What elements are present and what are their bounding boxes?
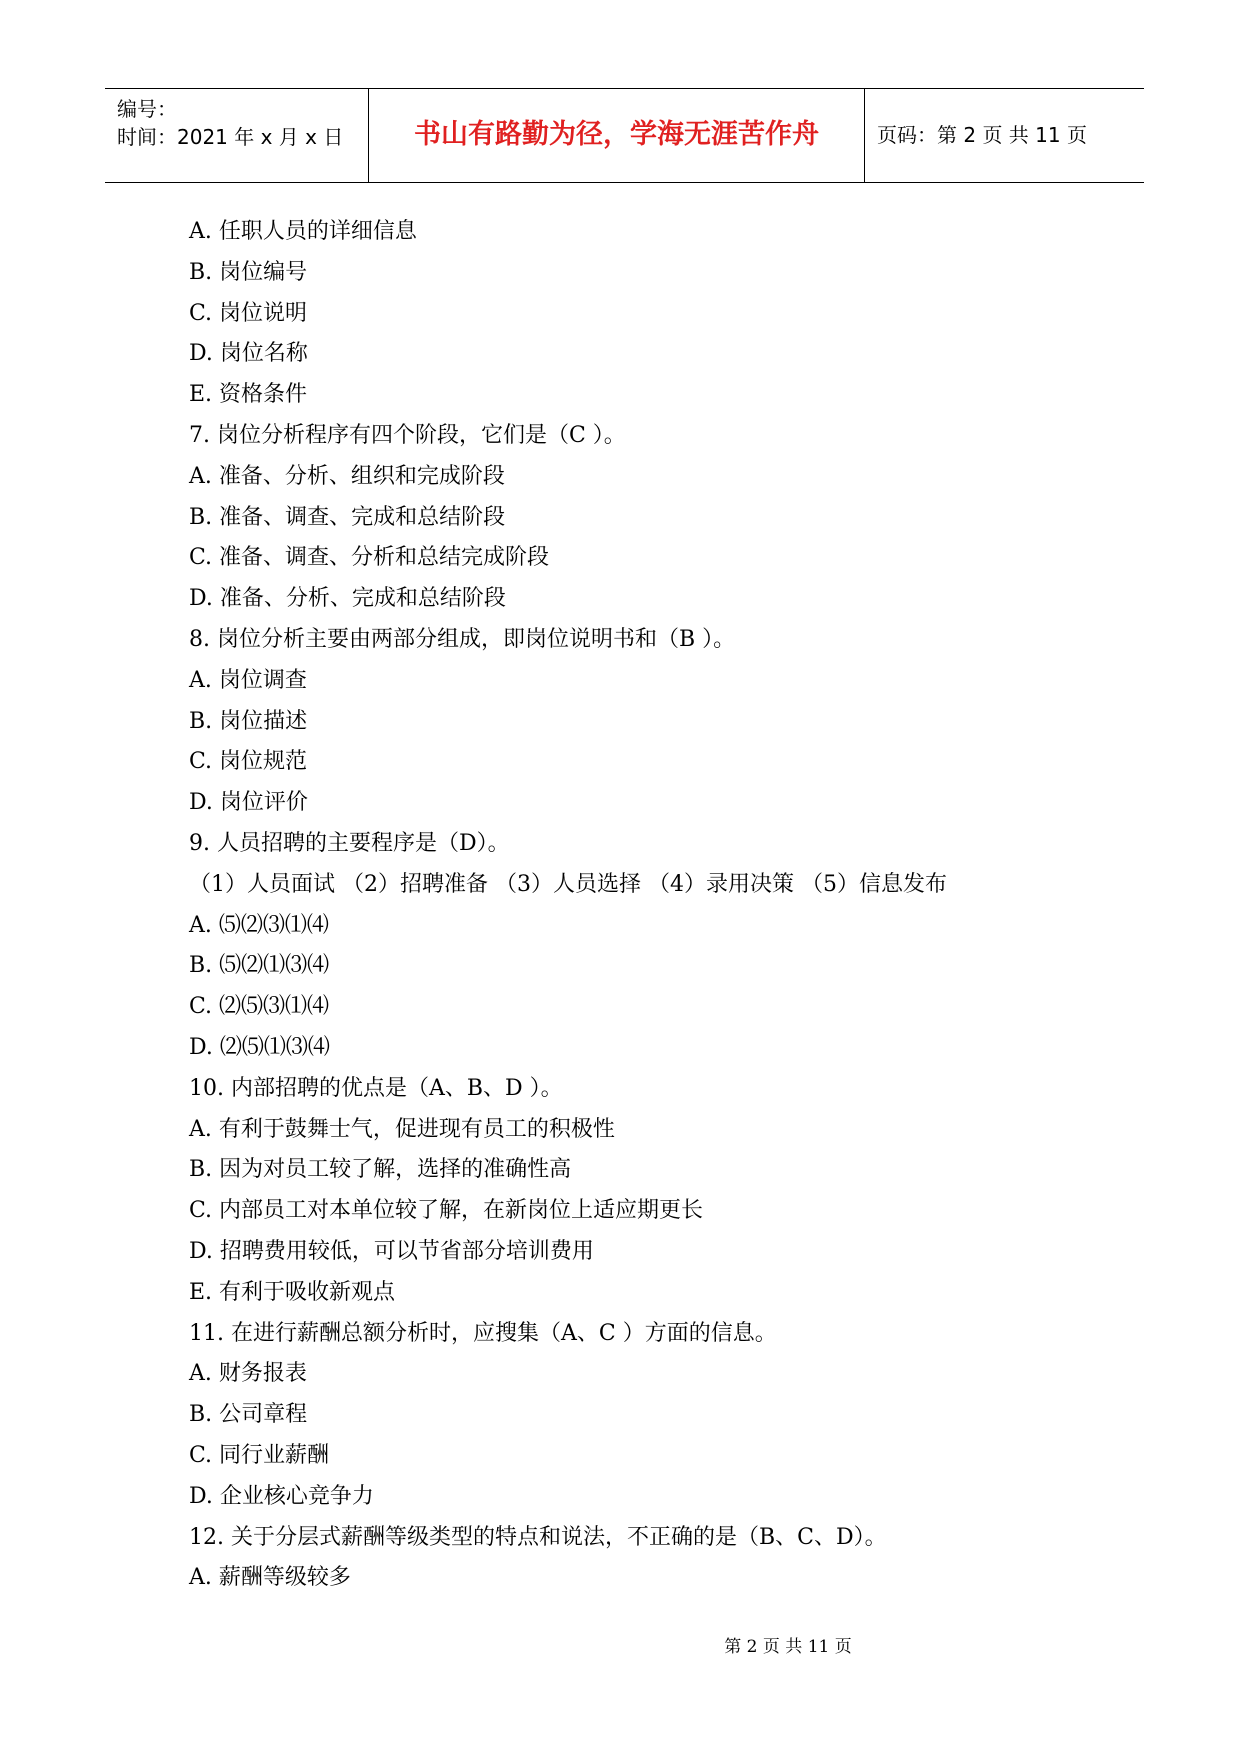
text-line: A. 有利于鼓舞士气，促进现有员工的积极性 bbox=[189, 1116, 615, 1142]
text-line: B. 公司章程 bbox=[189, 1402, 308, 1428]
text-line: C. 同行业薪酬 bbox=[189, 1442, 330, 1468]
text-line: B. 岗位编号 bbox=[189, 259, 308, 285]
text-line: D. 岗位名称 bbox=[189, 341, 308, 367]
text-line: A. 岗位调查 bbox=[189, 667, 307, 693]
text-line: B. ⑸⑵⑴⑶⑷ bbox=[189, 953, 330, 979]
header-meta bbox=[105, 89, 369, 182]
text-line: A. 任职人员的详细信息 bbox=[189, 219, 417, 244]
text-line: 7. 岗位分析程序有四个阶段，它们是（C ）。 bbox=[189, 422, 626, 448]
text-line: 9. 人员招聘的主要程序是（D）。 bbox=[189, 830, 510, 856]
text-line: C. ⑵⑸⑶⑴⑷ bbox=[189, 994, 330, 1020]
text-line: B. 因为对员工较了解，选择的准确性高 bbox=[189, 1157, 572, 1183]
text-line: A. 薪酬等级较多 bbox=[189, 1565, 351, 1591]
header-page-number: 页码：第 2 页 共 11 页 bbox=[877, 123, 1087, 147]
text-line: A. ⑸⑵⑶⑴⑷ bbox=[189, 912, 329, 938]
text-line: D. 招聘费用较低，可以节省部分培训费用 bbox=[189, 1238, 594, 1264]
text-line: 11. 在进行薪酬总额分析时，应搜集（A、C ）方面的信息。 bbox=[189, 1320, 777, 1346]
text-line: 10. 内部招聘的优点是（A、B、D ）。 bbox=[189, 1075, 563, 1101]
text-line: E. 有利于吸收新观点 bbox=[189, 1279, 396, 1305]
document-body bbox=[189, 212, 1089, 1599]
text-line: A. 准备、分析、组织和完成阶段 bbox=[189, 463, 505, 489]
text-line: C. 岗位规范 bbox=[189, 749, 308, 775]
text-line: D. 企业核心竞争力 bbox=[189, 1483, 374, 1509]
text-line: D. 岗位评价 bbox=[189, 790, 308, 816]
text-line: D. 准备、分析、完成和总结阶段 bbox=[189, 586, 506, 612]
text-line: 12. 关于分层式薪酬等级类型的特点和说法，不正确的是（B、C、D）。 bbox=[189, 1524, 887, 1550]
text-line: B. 准备、调查、完成和总结阶段 bbox=[189, 504, 506, 530]
document-date: 时间：2021 年 x 月 x 日 bbox=[117, 125, 344, 149]
text-line: C. 岗位说明 bbox=[189, 300, 308, 326]
page-header bbox=[105, 88, 1144, 183]
header-slogan: 书山有路勤为径，学海无涯苦作舟 bbox=[369, 89, 865, 182]
text-line: E. 资格条件 bbox=[189, 382, 308, 408]
text-line: A. 财务报表 bbox=[189, 1361, 307, 1387]
text-line: 8. 岗位分析主要由两部分组成，即岗位说明书和（B ）。 bbox=[189, 626, 736, 652]
text-line: C. 准备、调查、分析和总结完成阶段 bbox=[189, 545, 550, 571]
text-line: （1）人员面试 （2）招聘准备 （3）人员选择 （4）录用决策 （5）信息发布 bbox=[189, 871, 947, 897]
text-line: B. 岗位描述 bbox=[189, 708, 308, 734]
text-line: C. 内部员工对本单位较了解，在新岗位上适应期更长 bbox=[189, 1198, 704, 1224]
document-number: 编号： bbox=[117, 97, 177, 121]
text-line: D. ⑵⑸⑴⑶⑷ bbox=[189, 1034, 330, 1060]
page-footer: 第 2 页 共 11 页 bbox=[724, 1637, 852, 1657]
